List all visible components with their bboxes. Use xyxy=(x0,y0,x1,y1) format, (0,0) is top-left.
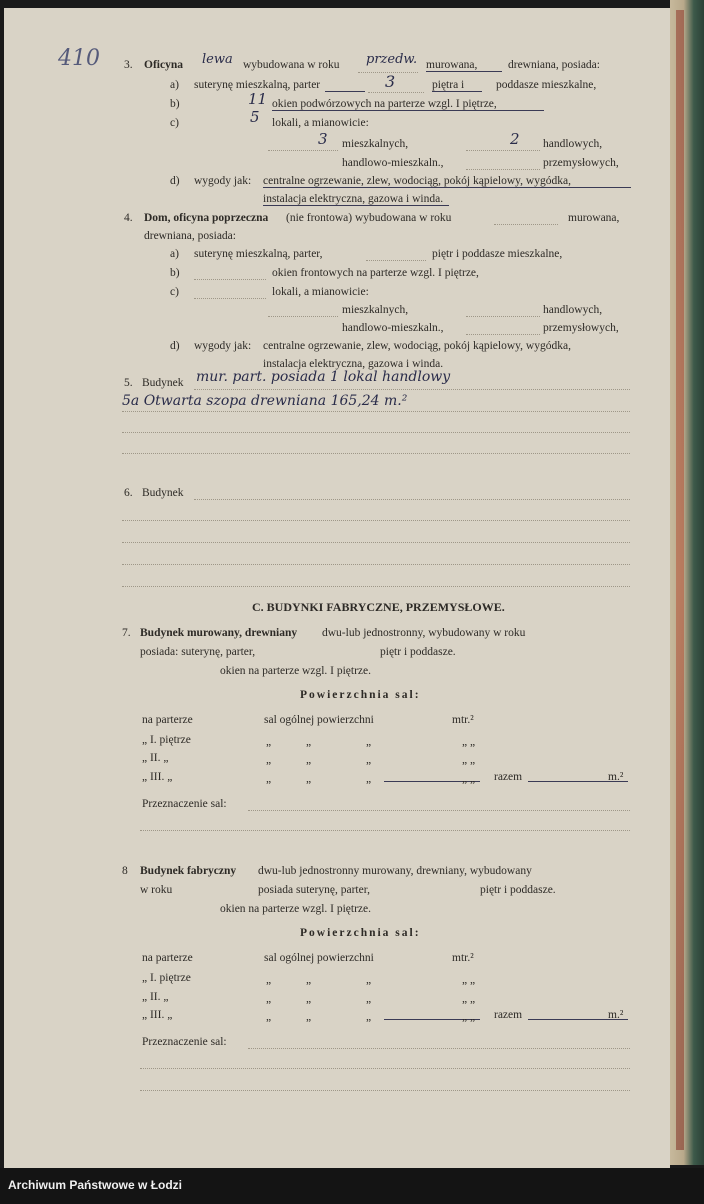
s7-rest: dwu-lub jednostronny, wybudowany w roku xyxy=(322,627,526,639)
s4-residential: mieszkalnych, xyxy=(342,304,409,316)
s8-line2b: posiada suterynę, parter, xyxy=(258,884,370,896)
s4-industrial: przemysłowych, xyxy=(543,322,619,334)
s3-residential-label: mieszkalnych, xyxy=(342,138,409,150)
s3-residential-value: 3 xyxy=(318,130,328,148)
s8-q: „ xyxy=(306,974,312,986)
s8-qq: „ „ xyxy=(462,1011,476,1023)
s3-commercial-value: 2 xyxy=(510,130,520,148)
s4-d-text2: instalacja elektryczna, gazowa i winda. xyxy=(263,358,444,370)
s8-razem: razem xyxy=(494,1009,523,1021)
archive-footer xyxy=(0,1168,704,1204)
s7-qq: „ „ xyxy=(462,736,476,748)
s8-mtr: mtr.² xyxy=(452,952,474,964)
s7-razem: razem xyxy=(494,771,523,783)
s8-m2: m.² xyxy=(608,1009,624,1021)
s7-sal: sal ogólnej powierzchni xyxy=(264,714,374,726)
s8-q: „ xyxy=(366,1011,372,1023)
s3-c-text: lokali, a mianowicie: xyxy=(272,117,369,129)
s7-number: 7. xyxy=(122,627,131,639)
s4-commercial: handlowych, xyxy=(543,304,603,316)
s4-mixed: handlowo-mieszkaln., xyxy=(342,322,444,334)
s4-d-prefix: wygody jak: xyxy=(194,340,252,352)
s8-title: Budynek fabryczny xyxy=(140,865,237,877)
s3-d-prefix: wygody jak: xyxy=(194,175,252,187)
s4-mur: murowana, xyxy=(568,212,620,224)
s7-q: „ xyxy=(266,773,272,785)
s7-purpose: Przeznaczenie sal: xyxy=(142,798,227,810)
s3-material-2: drewniana, posiada: xyxy=(508,59,600,71)
s7-q: „ xyxy=(366,736,372,748)
s3-commercial-label: handlowych, xyxy=(543,138,603,150)
s3-floors-label: piętra i xyxy=(432,79,465,91)
s3-a-label: a) xyxy=(170,79,179,91)
s8-qq: „ „ xyxy=(462,993,476,1005)
s4-c-text: lokali, a mianowicie: xyxy=(272,286,369,298)
s8-row2: „ II. „ xyxy=(142,991,169,1003)
s8-q: „ xyxy=(266,974,272,986)
s7-q: „ xyxy=(366,754,372,766)
s4-a-label: a) xyxy=(170,248,179,260)
binder-stripe xyxy=(676,10,684,1150)
s8-line3: okien na parterze wzgl. I piętrze. xyxy=(220,903,372,915)
s8-row0: na parterze xyxy=(142,952,193,964)
s7-q: „ xyxy=(306,773,312,785)
s7-q: „ xyxy=(306,754,312,766)
s4-d-text: centralne ogrzewanie, zlew, wodociąg, pokój kąpielowy, wygódka, xyxy=(263,340,571,352)
s8-q: „ xyxy=(266,1011,272,1023)
s7-line3: okien na parterze wzgl. I piętrze. xyxy=(220,665,372,677)
s8-q: „ xyxy=(366,993,372,1005)
s7-q: „ xyxy=(266,754,272,766)
s3-b-label: b) xyxy=(170,98,180,110)
s3-windows-value: 11 xyxy=(248,90,268,108)
s5-handwritten-1: mur. part. posiada 1 lokal handlowy xyxy=(196,369,451,385)
s8-row1: „ I. piętrze xyxy=(142,972,191,984)
s8-q: „ xyxy=(266,993,272,1005)
s5-label: Budynek xyxy=(142,377,184,389)
s7-row2: „ II. „ xyxy=(142,752,169,764)
s5-handwritten-2: 5a Otwarta szopa drewniana 165,24 m.² xyxy=(122,393,408,409)
s3-title: Oficyna xyxy=(144,59,183,71)
s8-purpose: Przeznaczenie sal: xyxy=(142,1036,227,1048)
s3-d-label: d) xyxy=(170,175,180,187)
s7-row1: „ I. piętrze xyxy=(142,734,191,746)
s8-q: „ xyxy=(366,974,372,986)
s7-q: „ xyxy=(366,773,372,785)
s3-material-1: murowana, xyxy=(426,59,478,71)
s8-line2a: w roku xyxy=(140,884,173,896)
s8-rest: dwu-lub jednostronny murowany, drewniany, wybudowany xyxy=(258,865,532,877)
s3-b-text: okien podwórzowych na parterze wzgl. I piętrze, xyxy=(272,98,497,110)
s3-number: 3. xyxy=(124,59,133,71)
s7-mtr: mtr.² xyxy=(452,714,474,726)
s8-sal: sal ogólnej powierzchni xyxy=(264,952,374,964)
s8-row3: „ III. „ xyxy=(142,1009,173,1021)
s8-number: 8 xyxy=(122,865,128,877)
s4-c-label: c) xyxy=(170,286,179,298)
s7-q: „ xyxy=(306,736,312,748)
s8-area-title: Powierzchnia sal: xyxy=(300,927,421,939)
s3-a-rest: poddasze mieszkalne, xyxy=(496,79,597,91)
s4-paren: (nie frontowa) wybudowana w roku xyxy=(286,212,452,224)
margin-note: 410 xyxy=(58,46,100,71)
s4-title: Dom, oficyna poprzeczna xyxy=(144,212,269,224)
s4-number: 4. xyxy=(124,212,133,224)
s3-d-text2: instalacja elektryczna, gazowa i winda. xyxy=(263,193,444,205)
s4-a-text: suterynę mieszkalną, parter, xyxy=(194,248,323,260)
s8-qq: „ „ xyxy=(462,974,476,986)
s7-m2: m.² xyxy=(608,771,624,783)
s4-a-mid: piętr i poddasze mieszkalne, xyxy=(432,248,563,260)
s3-units-value: 5 xyxy=(250,108,260,126)
s4-d-label: d) xyxy=(170,340,180,352)
s7-qq: „ „ xyxy=(462,754,476,766)
section-c-title: C. BUDYNKI FABRYCZNE, PRZEMYSŁOWE. xyxy=(252,600,505,614)
s8-q: „ xyxy=(306,1011,312,1023)
s3-c-label: c) xyxy=(170,117,179,129)
archive-name: Archiwum Państwowe w Łodzi xyxy=(8,1178,183,1192)
s3-industrial-label: przemysłowych, xyxy=(543,157,619,169)
s3-a-text: suterynę mieszkalną, parter xyxy=(194,79,321,91)
s7-line2a: posiada: suterynę, parter, xyxy=(140,646,256,658)
s7-q: „ xyxy=(266,736,272,748)
s7-line2b: piętr i poddasze. xyxy=(380,646,456,658)
s7-area-title: Powierzchnia sal: xyxy=(300,689,421,701)
s3-side: lewa xyxy=(202,52,233,67)
s3-d-text: centralne ogrzewanie, zlew, wodociąg, pokój kąpielowy, wygódka, xyxy=(263,175,571,187)
s4-line2: drewniana, posiada: xyxy=(144,230,236,242)
s3-year: przedw. xyxy=(366,52,418,67)
s7-title: Budynek murowany, drewniany xyxy=(140,627,298,639)
s4-b-text: okien frontowych na parterze wzgl. I piętrze, xyxy=(272,267,479,279)
s3-floors-value: 3 xyxy=(385,72,396,91)
s7-row0: na parterze xyxy=(142,714,193,726)
s5-number: 5. xyxy=(124,377,133,389)
s6-label: Budynek xyxy=(142,487,184,499)
s7-qq: „ „ xyxy=(462,773,476,785)
s6-number: 6. xyxy=(124,487,133,499)
s4-b-label: b) xyxy=(170,267,180,279)
s3-built: wybudowana w roku xyxy=(243,59,340,71)
s8-q: „ xyxy=(306,993,312,1005)
s8-line2c: piętr i poddasze. xyxy=(480,884,556,896)
s3-mixed-label: handlowo-mieszkaln., xyxy=(342,157,444,169)
s7-row3: „ III. „ xyxy=(142,771,173,783)
